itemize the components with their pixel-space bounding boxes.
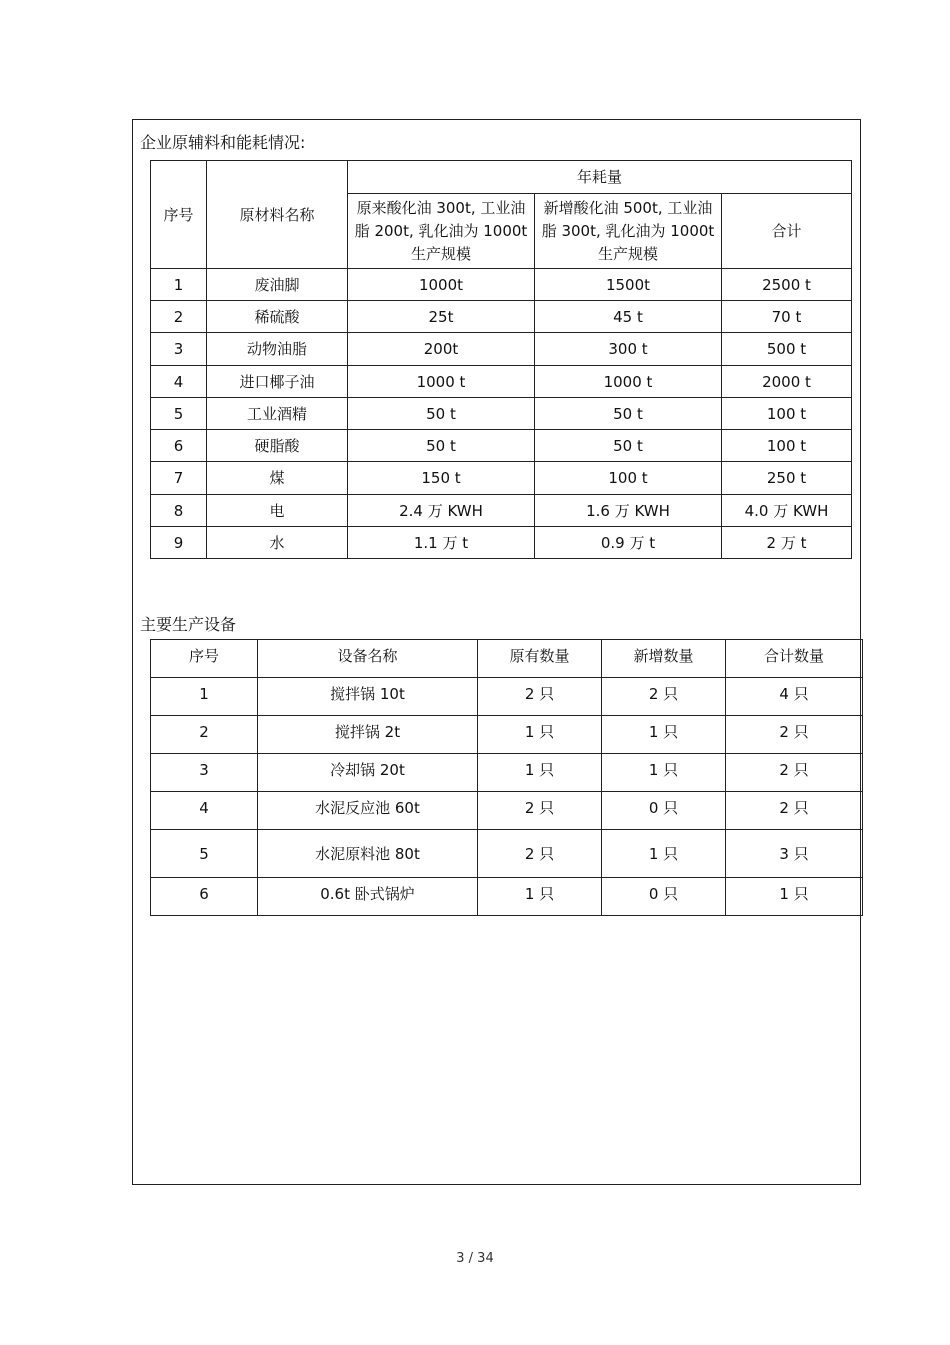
header-total: 合计 — [722, 194, 852, 269]
equipment-row — [151, 754, 863, 792]
equipment-name-cell: 水泥反应池 60t — [258, 792, 478, 830]
header-material-name: 原材料名称 — [207, 161, 348, 269]
material-seq-cell: 3 — [151, 333, 207, 366]
equipment-seq-cell: 2 — [151, 716, 258, 754]
equipment-heading: 主要生产设备 — [140, 615, 237, 634]
header-equipment-name: 设备名称 — [258, 640, 478, 678]
equipment-original-cell: 2 只 — [478, 678, 602, 716]
material-name-cell: 电 — [207, 495, 348, 527]
equipment-original-cell: 1 只 — [478, 716, 602, 754]
material-total-cell: 250 t — [722, 462, 852, 495]
material-added-cell: 50 t — [535, 430, 722, 462]
equipment-name-cell: 0.6t 卧式锅炉 — [258, 878, 478, 916]
header-seq: 序号 — [151, 161, 207, 269]
equipment-table — [150, 639, 863, 916]
material-total-cell: 70 t — [722, 301, 852, 333]
equipment-original-cell: 2 只 — [478, 792, 602, 830]
material-total-cell: 2 万 t — [722, 527, 852, 559]
equipment-row — [151, 678, 863, 716]
equipment-name-cell: 冷却锅 20t — [258, 754, 478, 792]
material-seq-cell: 8 — [151, 495, 207, 527]
equipment-total-cell: 1 只 — [726, 878, 863, 916]
material-name-cell: 工业酒精 — [207, 398, 348, 430]
material-original-cell: 1000 t — [348, 366, 535, 398]
header-seq: 序号 — [151, 640, 258, 678]
material-original-cell: 50 t — [348, 398, 535, 430]
equipment-seq-cell: 5 — [151, 830, 258, 878]
material-added-cell: 45 t — [535, 301, 722, 333]
equipment-name-cell: 水泥原料池 80t — [258, 830, 478, 878]
equipment-total-cell: 3 只 — [726, 830, 863, 878]
material-seq-cell: 1 — [151, 269, 207, 301]
material-seq-cell: 2 — [151, 301, 207, 333]
material-seq-cell: 9 — [151, 527, 207, 559]
material-original-cell: 1000t — [348, 269, 535, 301]
equipment-added-cell: 0 只 — [602, 878, 726, 916]
material-total-cell: 4.0 万 KWH — [722, 495, 852, 527]
equipment-row — [151, 716, 863, 754]
header-total-qty: 合计数量 — [726, 640, 863, 678]
equipment-name-cell: 搅拌锅 2t — [258, 716, 478, 754]
material-added-cell: 100 t — [535, 462, 722, 495]
equipment-seq-cell: 3 — [151, 754, 258, 792]
material-row — [151, 430, 852, 462]
material-seq-cell: 6 — [151, 430, 207, 462]
equipment-added-cell: 2 只 — [602, 678, 726, 716]
equipment-original-cell: 1 只 — [478, 878, 602, 916]
material-total-cell: 500 t — [722, 333, 852, 366]
equipment-original-cell: 2 只 — [478, 830, 602, 878]
equipment-row — [151, 792, 863, 830]
material-added-cell: 1.6 万 KWH — [535, 495, 722, 527]
material-row — [151, 462, 852, 495]
header-original-scale: 原来酸化油 300t, 工业油脂 200t, 乳化油为 1000t 生产规模 — [348, 194, 535, 269]
material-row — [151, 333, 852, 366]
material-name-cell: 稀硫酸 — [207, 301, 348, 333]
header-annual-consumption: 年耗量 — [348, 161, 852, 194]
materials-table — [150, 160, 852, 559]
material-row — [151, 301, 852, 333]
material-seq-cell: 4 — [151, 366, 207, 398]
material-name-cell: 硬脂酸 — [207, 430, 348, 462]
materials-header-row — [151, 161, 852, 194]
equipment-total-cell: 2 只 — [726, 716, 863, 754]
equipment-total-cell: 4 只 — [726, 678, 863, 716]
material-row — [151, 527, 852, 559]
material-added-cell: 300 t — [535, 333, 722, 366]
material-added-cell: 0.9 万 t — [535, 527, 722, 559]
equipment-added-cell: 1 只 — [602, 830, 726, 878]
material-total-cell: 100 t — [722, 430, 852, 462]
material-total-cell: 2500 t — [722, 269, 852, 301]
page-number: 3 / 34 — [456, 1251, 494, 1266]
material-original-cell: 50 t — [348, 430, 535, 462]
equipment-seq-cell: 6 — [151, 878, 258, 916]
equipment-row — [151, 830, 863, 878]
equipment-name-cell: 搅拌锅 10t — [258, 678, 478, 716]
material-original-cell: 200t — [348, 333, 535, 366]
material-seq-cell: 7 — [151, 462, 207, 495]
equipment-header-row — [151, 640, 863, 678]
material-name-cell: 进口椰子油 — [207, 366, 348, 398]
material-original-cell: 150 t — [348, 462, 535, 495]
equipment-added-cell: 1 只 — [602, 716, 726, 754]
material-added-cell: 50 t — [535, 398, 722, 430]
material-total-cell: 2000 t — [722, 366, 852, 398]
equipment-seq-cell: 1 — [151, 678, 258, 716]
material-added-cell: 1500t — [535, 269, 722, 301]
material-name-cell: 动物油脂 — [207, 333, 348, 366]
material-row — [151, 269, 852, 301]
equipment-total-cell: 2 只 — [726, 792, 863, 830]
material-total-cell: 100 t — [722, 398, 852, 430]
material-original-cell: 2.4 万 KWH — [348, 495, 535, 527]
material-added-cell: 1000 t — [535, 366, 722, 398]
equipment-seq-cell: 4 — [151, 792, 258, 830]
material-name-cell: 水 — [207, 527, 348, 559]
equipment-total-cell: 2 只 — [726, 754, 863, 792]
material-original-cell: 1.1 万 t — [348, 527, 535, 559]
material-row — [151, 495, 852, 527]
equipment-added-cell: 1 只 — [602, 754, 726, 792]
equipment-added-cell: 0 只 — [602, 792, 726, 830]
material-row — [151, 398, 852, 430]
material-name-cell: 煤 — [207, 462, 348, 495]
materials-heading: 企业原辅料和能耗情况: — [140, 133, 306, 152]
header-added-qty: 新增数量 — [602, 640, 726, 678]
material-row — [151, 366, 852, 398]
header-added-scale: 新增酸化油 500t, 工业油脂 300t, 乳化油为 1000t 生产规模 — [535, 194, 722, 269]
equipment-row — [151, 878, 863, 916]
header-original-qty: 原有数量 — [478, 640, 602, 678]
material-original-cell: 25t — [348, 301, 535, 333]
material-seq-cell: 5 — [151, 398, 207, 430]
material-name-cell: 废油脚 — [207, 269, 348, 301]
equipment-original-cell: 1 只 — [478, 754, 602, 792]
